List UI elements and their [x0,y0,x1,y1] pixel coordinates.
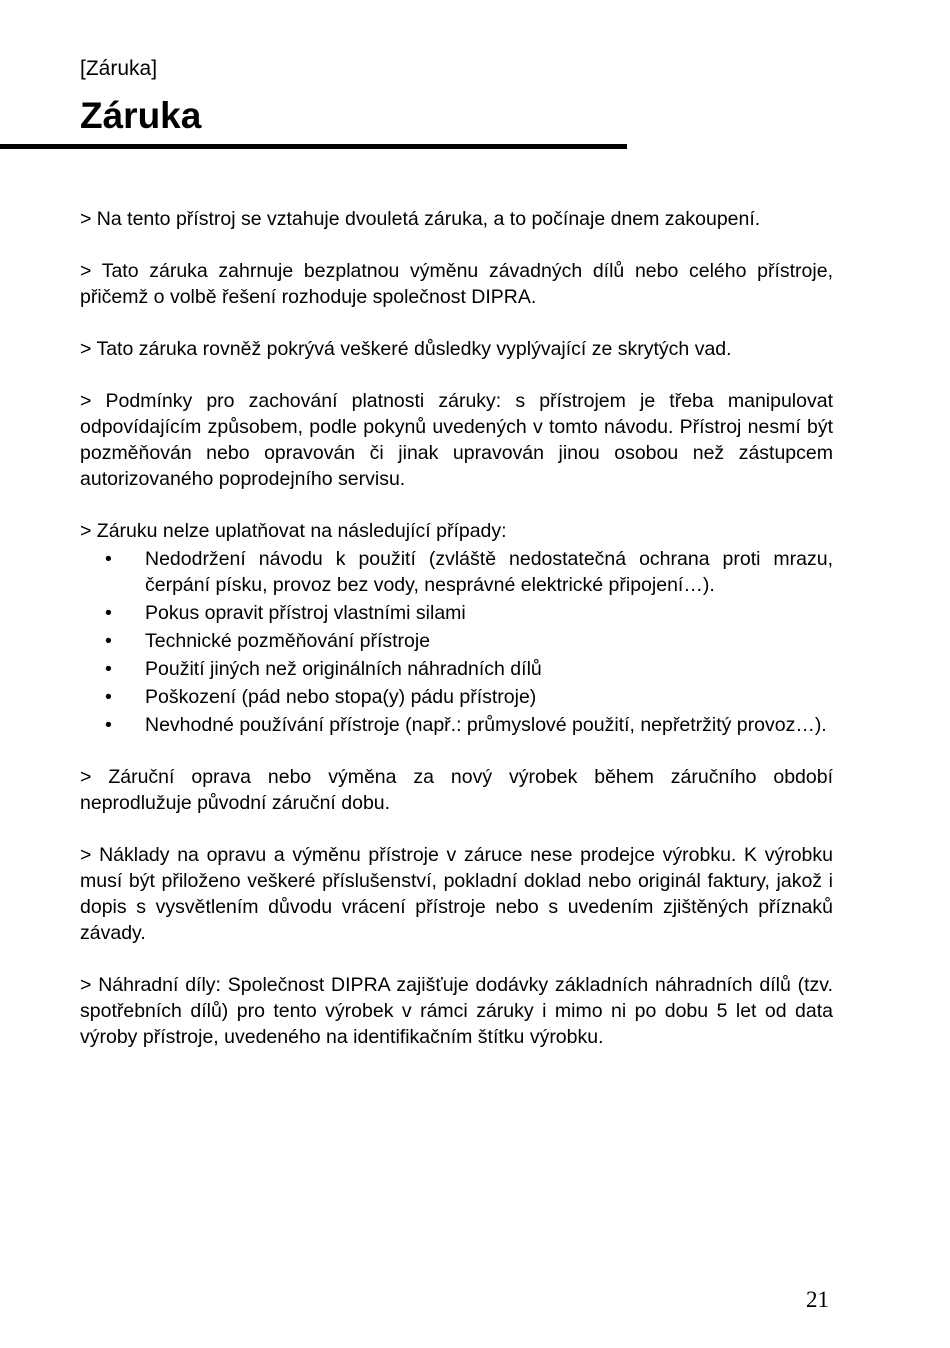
exclusions-list [80,546,833,738]
bullet-icon: • [105,658,112,680]
list-item [80,600,833,626]
paragraph-warranty-period: > Na tento přístroj se vztahuje dvouletá záruka, a to počínaje dnem zakoupení. [80,208,761,230]
list-item-text: Použití jiných než originálních náhradních dílů [145,658,542,680]
page-number: 21 [806,1287,829,1312]
list-item-text: Pokus opravit přístroj vlastními silami [145,602,466,624]
list-item [80,712,833,738]
paragraph-validity-conditions: > Podmínky pro zachování platnosti záruky: s přístrojem je třeba manipulovat odpovídajícím způsobem, podle pokynů uvedených v tomto návodu. Přístroj nesmí být pozměňován nebo opravován či jinak upravován jinou osobou než zástupcem autorizovaného poprodejního servisu. [80,390,833,490]
paragraph-spare-parts: > Náhradní díly: Společnost DIPRA zajišťuje dodávky základních náhradních dílů (tzv. spotřebních dílů) pro tento výrobek v rámci záruky i mimo ni po dobu 5 let od data výroby přístroje, uvedeného na identifikačním štítku výrobku. [80,974,833,1048]
list-item-text: Technické pozměňování přístroje [145,630,431,652]
list-item [80,546,833,598]
list-item [80,628,833,654]
list-item-text: Nedodržení návodu k použití (zvláště nedostatečná ochrana proti mrazu, čerpání písku, provoz bez vody, nesprávné elektrické připojení…). [145,548,833,596]
paragraph-repair-costs: > Náklady na opravu a výměnu přístroje v záruce nese prodejce výrobku. K výrobku musí být přiloženo veškeré příslušenství, pokladní doklad nebo originál faktury, jakož i dopis s vysvětlením důvodu vrácení přístroje nebo s uvedením zjištěných příznaků závady. [80,844,833,944]
bullet-icon: • [105,548,112,570]
list-item-text: Poškození (pád nebo stopa(y) pádu přístroje) [145,686,537,708]
section-tag: [Záruka] [80,57,158,80]
paragraph-hidden-defects: > Tato záruka rovněž pokrývá veškeré důsledky vyplývající ze skrytých vad. [80,338,732,360]
list-item [80,656,833,682]
list-item [80,684,833,710]
warranty-content [80,206,833,1076]
bullet-icon: • [105,602,112,624]
paragraph-warranty-scope: > Tato záruka zahrnuje bezplatnou výměnu závadných dílů nebo celého přístroje, přičemž o volbě řešení rozhoduje společnost DIPRA. [80,260,833,308]
bullet-icon: • [105,630,112,652]
page-title: Záruka [80,95,202,136]
title-underline-rule [0,144,627,149]
bullet-icon: • [105,714,112,736]
bullet-icon: • [105,686,112,708]
list-item-text: Nevhodné používání přístroje (např.: průmyslové použití, nepřetržitý provoz…). [145,714,827,736]
paragraph-no-extension: > Záruční oprava nebo výměna za nový výrobek během záručního období neprodlužuje původní záruční dobu. [80,766,833,814]
paragraph-exclusions-intro: > Záruku nelze uplatňovat na následující případy: [80,520,507,542]
